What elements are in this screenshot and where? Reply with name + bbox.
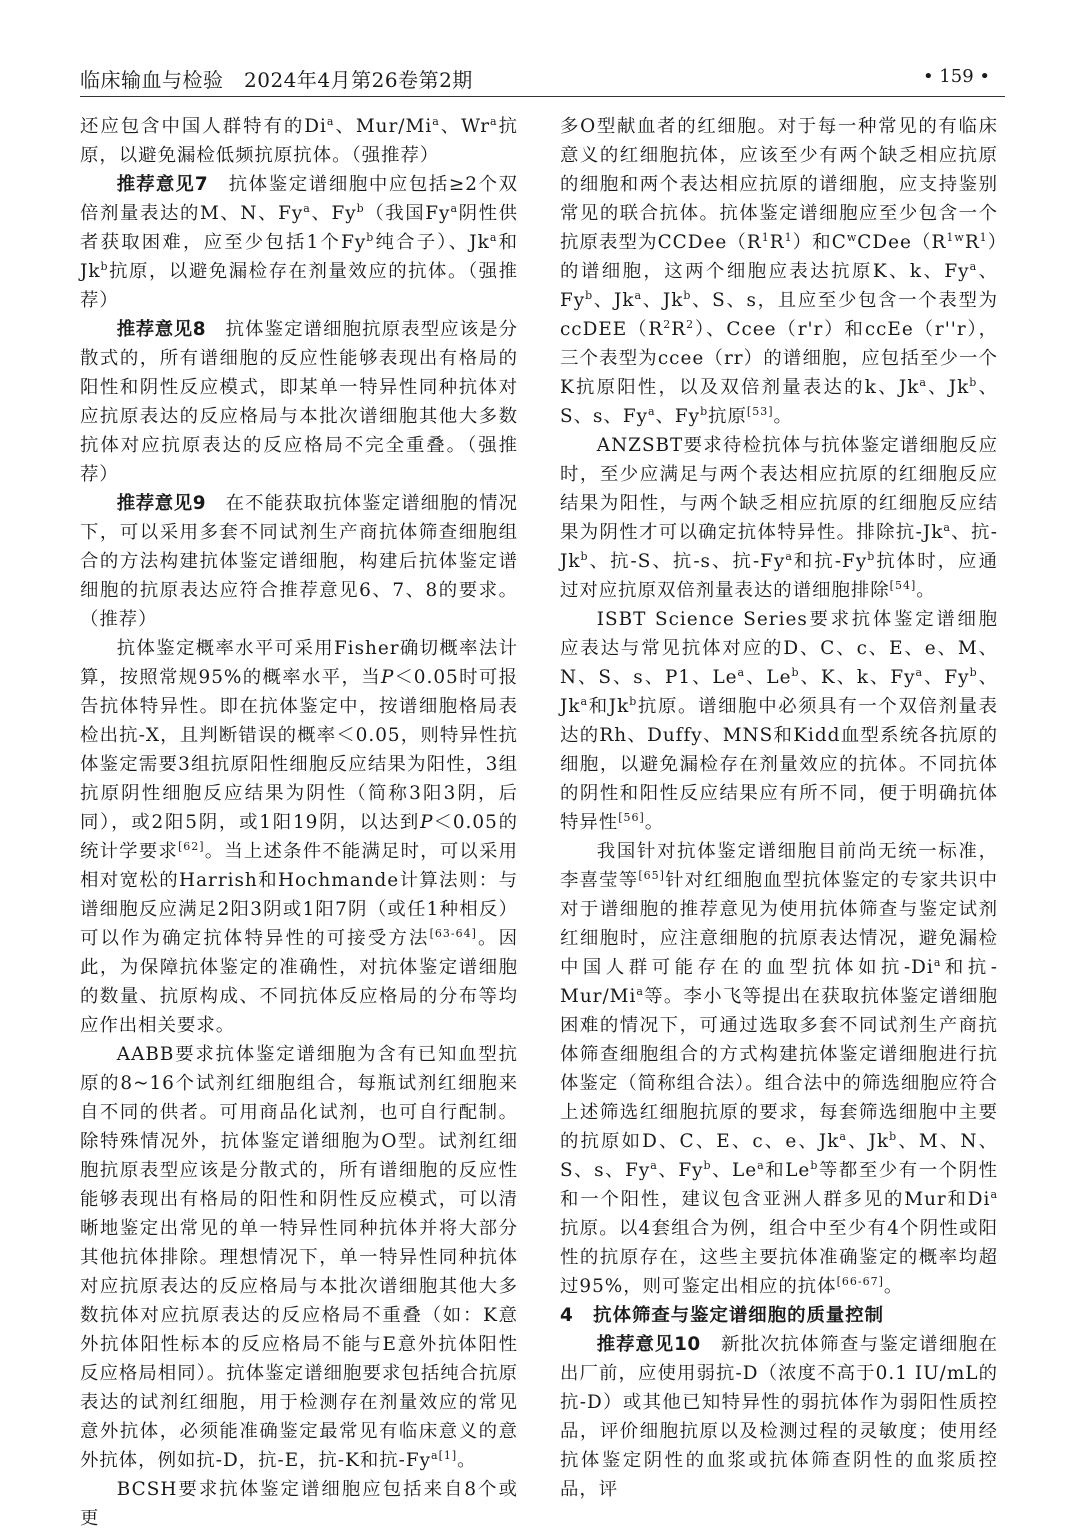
page-header (0, 0, 1080, 110)
recommendation-9-title: 推荐意见9 (116, 493, 207, 514)
text-run: 抗原，以避免漏检低频抗原抗体。（强推荐） (80, 116, 518, 166)
journal-title: 临床输血与检验 2024年4月第26卷第2期 (80, 68, 473, 92)
superscript: b (969, 665, 978, 679)
paragraph-bcsh (80, 1475, 518, 1533)
superscript: a (839, 1129, 847, 1143)
superscript: a (432, 114, 440, 128)
superscript: b (700, 404, 709, 418)
text-run: 、S、s，且应至少包含一个表型为ccDEE（R (560, 290, 998, 340)
text-run: 。 (773, 406, 793, 427)
text-run: 多O型献血者的红细胞。对于每一种常见的有临床意义的红细胞抗体，应该至少有两个缺乏相应抗原的细胞和两个表达相应抗原的谱细胞，应支持鉴别常见的联合抗体。抗体鉴定谱细胞应至少包含一个抗原表型为CCDee（R (560, 116, 998, 253)
text-run: 、Jk (846, 1131, 890, 1152)
superscript: a (943, 520, 951, 534)
text-run: 。因此，为保障抗体鉴定的准确性，对抗体鉴定谱细胞的数量、抗原构成、不同抗体反应格局的分布等均应作出相关要求。 (80, 928, 518, 1036)
text-run: 、Fy (657, 1160, 704, 1181)
superscript: a (933, 955, 942, 969)
text-run: 、Le (711, 1160, 758, 1181)
text-run: 抗体鉴定概率水平可采用Fisher确切概率法计算，按照常规95%的概率水平，当 (80, 638, 518, 688)
text-run: 、抗-S、抗-s、抗-Fy (588, 551, 786, 572)
superscript: b (683, 288, 692, 302)
superscript: a (757, 1158, 765, 1172)
superscript: a (737, 665, 746, 679)
superscript: a (326, 114, 335, 128)
text-run: ）、Ccee（r'r）和ccEe（r''r），三个表型为ccee（rr）的谱细胞，应包括至少一个K抗原阳性，以及双倍剂量表达的k、Jk (560, 319, 998, 398)
text-run: 等。李小飞等提出在获取抗体鉴定谱细胞困难的情况下，可通过选取多套不同试剂生产商抗体筛查细胞组合的方式构建抗体鉴定谱细胞进行抗体鉴定（简称组合法）。组合法中的筛选细胞应符合上述筛选红细胞抗原的要求，每套筛选细胞中主要的抗原如D、C、E、c、e、Jk (560, 986, 998, 1152)
recommendation-8-title: 推荐意见8 (116, 319, 207, 340)
citation: [65] (638, 868, 665, 882)
superscript: a (580, 694, 589, 708)
text-run: 、抗-Jk (560, 522, 998, 572)
italic-symbol: P (420, 812, 434, 833)
text-run: 、Fy (655, 406, 701, 427)
superscript: 1 (784, 230, 793, 244)
superscript: a (785, 549, 793, 563)
superscript: b (366, 230, 375, 244)
superscript: a (990, 1187, 998, 1201)
citation: [66-67] (836, 1274, 884, 1288)
superscript: 1 (761, 230, 770, 244)
superscript: 2 (686, 317, 695, 331)
superscript: a (650, 1158, 658, 1172)
header-rule (80, 96, 1005, 97)
superscript: a (636, 984, 644, 998)
text-run: 和Le (764, 1160, 811, 1181)
text-run: 。 (916, 580, 936, 601)
text-run: 和抗-Mur/Mi (560, 957, 998, 1007)
superscript: 1w (946, 230, 965, 244)
paragraph-fisher (80, 634, 518, 1040)
paragraph-bcsh-continued (560, 112, 998, 431)
superscript: a (647, 404, 656, 418)
paragraph-anzsbt (560, 431, 998, 605)
text-run: 等都至少有一个阴性和一个阳性，建议包含亚洲人群多见的Mur和Di (560, 1160, 998, 1210)
superscript: 2 (663, 317, 672, 331)
text-run: AABB要求抗体鉴定谱细胞为含有已知血型抗原的8~16个试剂红细胞组合，每瓶试剂红细胞来自不同的供者。可用商品化试剂，也可自行配制。除特殊情况外，抗体鉴定谱细胞为O型。试剂红细胞抗原表型应该是分散式的，所有谱细胞的反应性能够表现出有格局的阳性和阴性反应模式，可以清晰地鉴定出常见的单一特异性同种抗体并将大部分其他抗体排除。理想情况下，单一特异性同种抗体对应抗原表达的反应格局与本批次谱细胞其他大多数抗体对应抗原表达的反应格局不重叠（如：K意外抗体阳性标本的反应格局不能与E意外抗体阳性反应格局相同）。抗体鉴定谱细胞要求包括纯合抗原表达的试剂红细胞，用于检测存在剂量效应的常见意外抗体，必须能准确鉴定最常见有临床意义的意外抗体，例如抗-D，抗-E，抗-K和抗-Fy (80, 1044, 518, 1471)
text-run: 。当上述条件不能满足时，可以采用相对宽松的Harrish和Hochmande计算法则：与谱细胞反应满足2阳3阴或1阳7阴（或任1种相反）可以作为确定抗体特异性的可接受方法 (80, 841, 518, 949)
text-run: 、Mur/Mi (334, 116, 433, 137)
text-run: 。 (457, 1450, 477, 1471)
superscript: a (450, 201, 458, 215)
text-run: 和Jk (588, 696, 630, 717)
recommendation-10-title: 推荐意见10 (596, 1334, 701, 1355)
superscript: w (846, 230, 858, 244)
text-run: 。 (644, 812, 665, 833)
text-run: 、S、s、Fy (560, 377, 998, 427)
superscript: 1 (979, 230, 988, 244)
superscript: b (969, 375, 978, 389)
text-run: 针对红细胞血型抗体鉴定的专家共识中对于谱细胞的推荐意见为使用抗体筛查与鉴定试剂红细胞时，应注意细胞的抗原表达情况，避免漏检中国人群可能存在的血型抗体如抗-Di (560, 870, 998, 978)
citation: [63-64] (429, 926, 477, 940)
superscript: b (580, 549, 589, 563)
paragraph-antigen-requirement (80, 112, 518, 170)
text-run: 、Fy (560, 261, 998, 311)
superscript: a (431, 1448, 439, 1462)
superscript: a (490, 114, 498, 128)
text-run: 抗体时，应通过对应抗原双倍剂量表达的谱细胞排除 (560, 551, 998, 601)
text-run: ANZSBT要求待检抗体与抗体鉴定谱细胞反应时，至少应满足与两个表达相应抗原的红细胞反应结果为阳性，与两个缺乏相应抗原的红细胞反应结果为阴性才可以确定抗体特异性。排除抗-Jk (560, 435, 998, 543)
paragraph-china-standard (560, 837, 998, 1301)
text-run: 。 (883, 1276, 904, 1297)
text-run: 、Jk (593, 290, 635, 311)
superscript: b (629, 694, 638, 708)
citation: [62] (177, 839, 205, 853)
text-run: 、Wr (439, 116, 491, 137)
superscript: b (356, 201, 365, 215)
recommendation-7 (80, 170, 518, 315)
superscript: a (969, 259, 978, 273)
superscript: a (303, 201, 311, 215)
text-run: 、Jk (642, 290, 684, 311)
text-run: 和抗-Fy (792, 551, 868, 572)
citation: [1] (438, 1448, 458, 1462)
page-number: • 159 • (922, 66, 990, 87)
text-run: ）和C (792, 232, 847, 253)
text-run: R (964, 232, 980, 253)
text-run: 抗原。以4套组合为例，组合中至少有4个阴性或阳性的抗原存在，这些主要抗体准确鉴定的概率均超过95%，则可鉴定出相应的抗体 (560, 1218, 998, 1297)
recommendation-10 (560, 1330, 998, 1504)
superscript: a (919, 375, 927, 389)
superscript: b (791, 665, 800, 679)
text-run: 、Le (745, 667, 792, 688)
text-run: 抗原。谱细胞中必须具有一个双倍剂量表达的Rh、Duffy、MNS和Kidd血型系统各抗原的细胞，以避免漏检存在剂量效应的抗体。不同抗体的阴性和阳性反应结果应有所不同，便于明确抗体特异性 (560, 696, 998, 833)
left-column (80, 112, 518, 1533)
superscript: b (100, 259, 109, 273)
recommendation-8 (80, 315, 518, 489)
text-run: 在不能获取抗体鉴定谱细胞的情况下，可以采用多套不同试剂生产商抗体筛查细胞组合的方法构建抗体鉴定谱细胞，构建后抗体鉴定谱细胞的抗原表达应符合推荐意见6、7、8的要求。（推荐） (80, 493, 518, 630)
text-run: CDee（R (857, 232, 947, 253)
text-run: 阴性供者获取困难，应至少包括1个Fy (80, 203, 518, 253)
text-run: 、Jk (560, 667, 998, 717)
text-run: 、K、k、Fy (799, 667, 916, 688)
recommendation-7-title: 推荐意见7 (116, 174, 209, 195)
text-run: ）的谱细胞，这两个细胞应表达抗原K、k、Fy (560, 232, 998, 282)
text-run: 抗体鉴定谱细胞抗原表型应该是分散式的，所有谱细胞的反应性能够表现出有格局的阳性和阴性反应模式，即某单一特异性同种抗体对应抗原表达的反应格局与本批次谱细胞其他大多数抗体对应抗原表达的反应格局不完全重叠。（强推荐） (80, 319, 518, 485)
text-run: 抗原，以避免漏检存在剂量效应的抗体。（强推荐） (80, 261, 518, 311)
paragraph-aabb (80, 1040, 518, 1475)
text-run: R (769, 232, 785, 253)
paragraph-isbt (560, 605, 998, 837)
text-run: （我国Fy (364, 203, 451, 224)
text-run: 和Jk (80, 232, 518, 282)
text-run: R (671, 319, 687, 340)
superscript: a (915, 665, 924, 679)
text-run: 抗原 (708, 406, 747, 427)
right-column (560, 112, 998, 1504)
recommendation-9 (80, 489, 518, 634)
text-run: 、Fy (923, 667, 970, 688)
superscript: b (585, 288, 594, 302)
superscript: b (810, 1158, 819, 1172)
text-run: 纯合子）、Jk (374, 232, 490, 253)
citation: [53] (746, 404, 774, 418)
citation: [54] (889, 578, 917, 592)
superscript: a (634, 288, 643, 302)
superscript: a (489, 230, 498, 244)
text-run: ＜0.05时可报告抗体特异性。即在抗体鉴定中，按谱细胞格局表检出抗-X，且判断错误的概率＜0.05，则特异性抗体鉴定需要3组抗原阳性细胞反应结果为阳性，3组抗原阴性细胞反应结果为阴性（简称3阳3阴，后同），或2阳5阴，或1阳19阴，以达到 (80, 667, 518, 833)
text-run: 我国针对抗体鉴定谱细胞目前尚无统一标准，李喜莹等 (560, 841, 998, 891)
text-run: BCSH要求抗体鉴定谱细胞应包括来自8个或更 (80, 1479, 518, 1529)
superscript: b (867, 549, 876, 563)
superscript: b (889, 1129, 898, 1143)
superscript: b (703, 1158, 712, 1172)
italic-symbol: P (381, 667, 395, 688)
text-run: 新批次抗体筛查与鉴定谱细胞在出厂前，应使用弱抗-D（浓度不高于0.1 IU/mL的抗-D）或其他已知特异性的弱抗体作为弱阳性质控品，评价细胞抗原以及检测过程的灵敏度；使用经抗体鉴定阴性的血浆或抗体筛查阴性的血浆质控品，评 (560, 1334, 998, 1500)
citation: [56] (618, 810, 645, 824)
text-run: ISBT Science Series要求抗体鉴定谱细胞应表达与常见抗体对应的D、C、c、E、e、M、N、S、s、P1、Le (560, 609, 998, 688)
text-run: 抗体鉴定谱细胞中应包括≥2个双倍剂量表达的M、N、Fy (80, 174, 518, 224)
text-run: 、M、N、S、s、Fy (560, 1131, 998, 1181)
text-run: ＜0.05的统计学要求 (80, 812, 518, 862)
text-run: 、Fy (310, 203, 357, 224)
text-run: 还应包含中国人群特有的Di (80, 116, 327, 137)
section-heading-4: 4 抗体筛查与鉴定谱细胞的质量控制 (560, 1305, 885, 1326)
text-run: 、Jk (926, 377, 970, 398)
